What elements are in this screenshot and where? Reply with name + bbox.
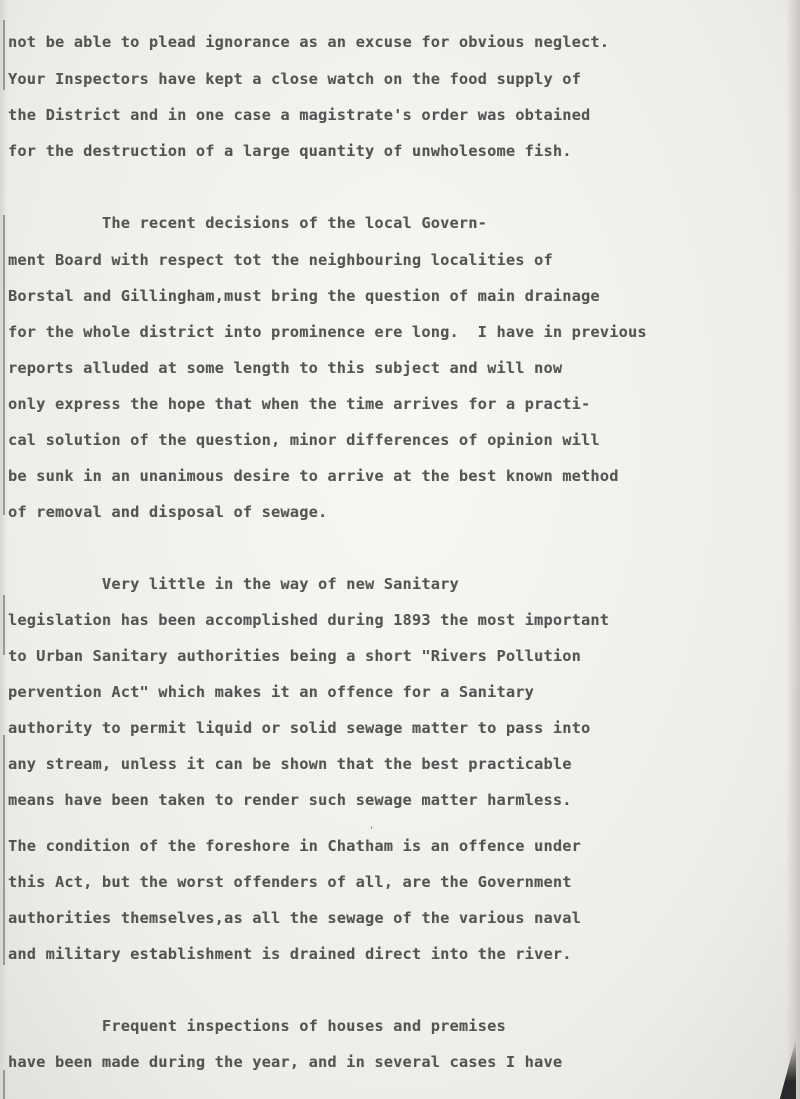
text-line: not be able to plead ignorance as an excuse for obvious neglect. [8,33,610,51]
margin-bar [3,595,5,655]
text-line: pervention Act" which makes it an offence for a Sanitary [8,683,535,701]
scan-edge-right [786,0,800,1099]
text-line: the District and in one case a magistrate's order was obtained [8,106,591,124]
text-line: Very little in the way of new Sanitary [8,575,459,593]
text-line: reports alluded at some length to this subject and will now [8,359,563,377]
text-line: The condition of the foreshore in Chatham is an offence under [8,837,582,855]
text-line: Borstal and Gillingham,must bring the question of main drainage [8,287,600,305]
text-line: only express the hope that when the time arrives for a practi- [8,395,591,413]
text-line: for the destruction of a large quantity of unwholesome fish. [8,142,572,160]
text-line: any stream, unless it can be shown that the best practicable [8,755,572,773]
text-line: this Act, but the worst offenders of all, are the Government [8,873,572,891]
text-line: of removal and disposal of sewage. [8,503,328,521]
ink-speck: , [370,820,374,831]
text-line: authorities themselves,as all the sewage of the various naval [8,909,582,927]
text-line: ment Board with respect tot the neighbouring localities of [8,251,553,269]
text-line: The recent decisions of the local Govern- [8,214,488,232]
margin-bar [3,20,5,90]
text-line: have been made during the year, and in several cases I have [8,1053,563,1071]
text-line: legislation has been accomplished during 1893 the most important [8,611,610,629]
text-line: and military establishment is drained direct into the river. [8,945,572,963]
text-line: be sunk in an unanimous desire to arrive at the best known method [8,467,619,485]
text-line: to Urban Sanitary authorities being a short "Rivers Pollution [8,647,582,665]
text-line: Your Inspectors have kept a close watch on the food supply of [8,70,582,88]
text-line: for the whole district into prominence ere long. I have in previous [8,323,647,341]
text-line: authority to permit liquid or solid sewage matter to pass into [8,719,591,737]
margin-bar [3,1070,5,1099]
margin-bar [3,215,5,515]
text-line: cal solution of the question, minor differences of opinion will [8,431,600,449]
margin-bar [3,735,5,965]
text-line: Frequent inspections of houses and premises [8,1017,506,1035]
text-line: means have been taken to render such sewage matter harmless. [8,791,572,809]
